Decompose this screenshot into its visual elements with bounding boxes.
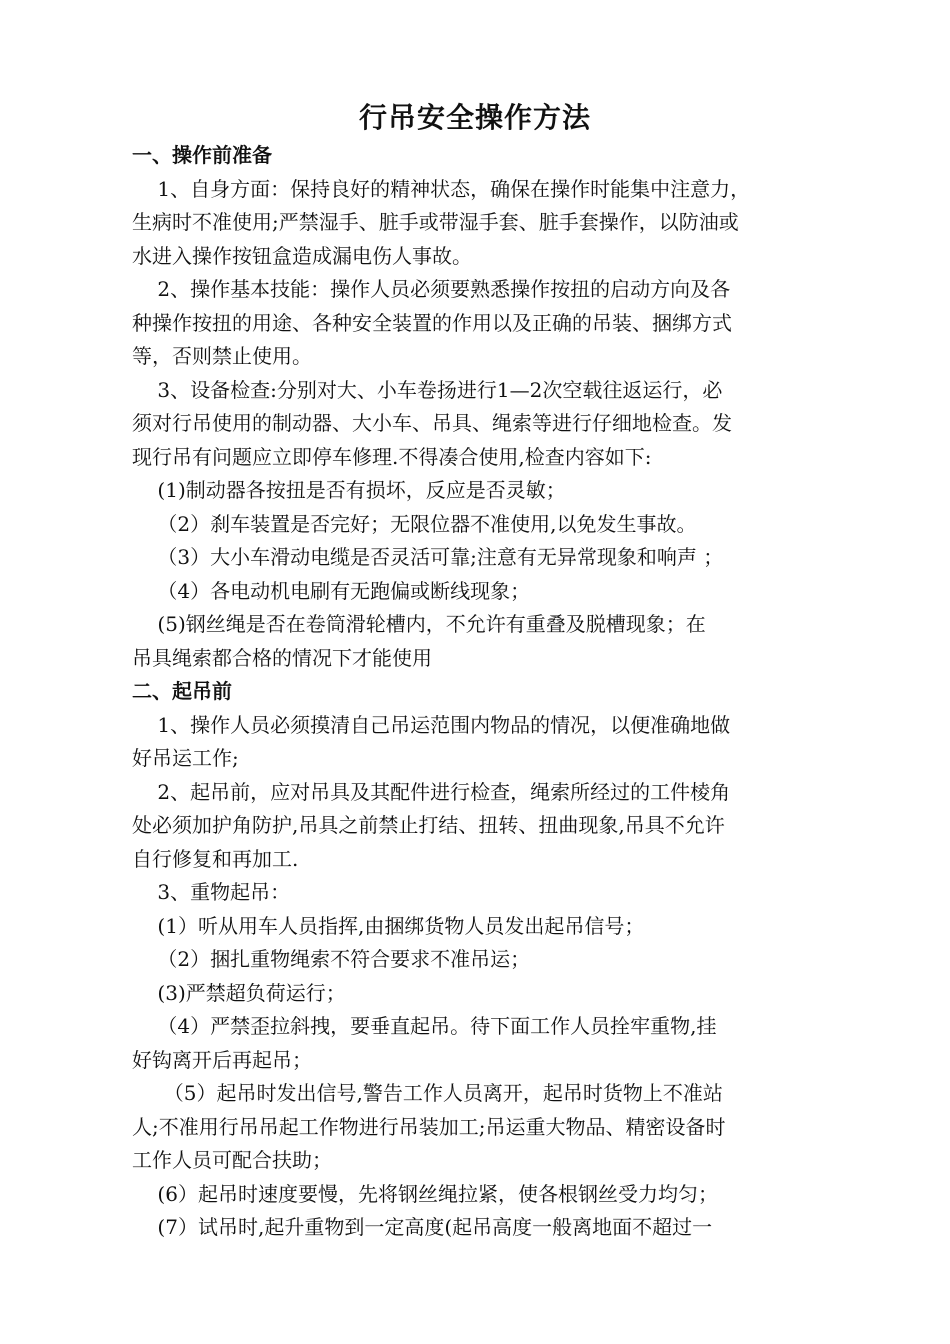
checklist-item: （3）大小车滑动电缆是否灵活可靠;注意有无异常现象和响声 ； <box>132 545 724 569</box>
paragraph-line: 1、操作人员必须摸清自己吊运范围内物品的情况，以便准确地做 <box>132 713 731 737</box>
paragraph-line: 吊具绳索都合格的情况下才能使用 <box>132 646 432 670</box>
checklist-item: (3)严禁超负荷运行； <box>132 981 346 1005</box>
paragraph-line: 2、操作基本技能：操作人员必须要熟悉操作按扭的启动方向及各 <box>132 277 731 301</box>
checklist-item: （2）捆扎重物绳索不符合要求不准吊运； <box>132 947 531 971</box>
document-title: 行吊安全操作方法 <box>358 101 591 134</box>
paragraph-line: 人;不准用行吊吊起工作物进行吊装加工;吊运重大物品、精密设备时 <box>132 1115 726 1139</box>
paragraph-line: 现行吊有问题应立即停车修理.不得凑合使用,检查内容如下: <box>132 445 652 469</box>
paragraph-line: 水进入操作按钮盒造成漏电伤人事故。 <box>132 244 472 268</box>
checklist-item: (6）起吊时速度要慢，先将钢丝绳拉紧，使各根钢丝受力均匀； <box>132 1182 718 1206</box>
paragraph-line: 须对行吊使用的制动器、大小车、吊具、绳索等进行仔细地检查。发 <box>132 411 732 435</box>
paragraph-line: 等，否则禁止使用。 <box>132 344 312 368</box>
paragraph-line: 3、设备检查:分别对大、小车卷扬进行1—2次空载往返运行，必 <box>132 378 723 402</box>
checklist-item: （5）起吊时发出信号,警告工作人员离开，起吊时货物上不准站 <box>132 1081 723 1105</box>
checklist-item: （4）严禁歪拉斜拽，要垂直起吊。待下面工作人员拴牢重物,挂 <box>132 1014 717 1038</box>
paragraph-line: 自行修复和再加工. <box>132 847 299 871</box>
paragraph-line: 好吊运工作; <box>132 746 239 770</box>
checklist-item: (5)钢丝绳是否在卷筒滑轮槽内，不允许有重叠及脱槽现象；在 <box>132 612 706 636</box>
paragraph-line: 工作人员可配合扶助； <box>132 1148 332 1172</box>
checklist-item: （2）刹车装置是否完好；无限位器不准使用,以免发生事故。 <box>132 512 697 536</box>
paragraph-line: 好钩离开后再起吊； <box>132 1048 312 1072</box>
paragraph-line: 种操作按扭的用途、各种安全装置的作用以及正确的吊装、捆绑方式 <box>132 311 732 335</box>
section-heading-before-lifting: 二、起吊前 <box>132 679 232 703</box>
checklist-item: (1）听从用车人员指挥,由捆绑货物人员发出起吊信号； <box>132 914 645 938</box>
checklist-item: (1)制动器各按扭是否有损坏，反应是否灵敏； <box>132 478 566 502</box>
section-heading-preparation: 一、操作前准备 <box>132 143 272 167</box>
paragraph-line: 1、自身方面：保持良好的精神状态，确保在操作时能集中注意力， <box>132 177 751 201</box>
checklist-item: (7）试吊时,起升重物到一定高度(起吊高度一般离地面不超过一 <box>132 1215 713 1239</box>
paragraph-line: 3、重物起吊： <box>132 880 291 904</box>
paragraph-line: 生病时不准使用;严禁湿手、脏手或带湿手套、脏手套操作，以防油或 <box>132 210 739 234</box>
checklist-item: （4）各电动机电刷有无跑偏或断线现象； <box>132 579 531 603</box>
paragraph-line: 2、起吊前，应对吊具及其配件进行检查，绳索所经过的工件棱角 <box>132 780 731 804</box>
paragraph-line: 处必须加护角防护,吊具之前禁止打结、扭转、扭曲现象,吊具不允许 <box>132 813 725 837</box>
